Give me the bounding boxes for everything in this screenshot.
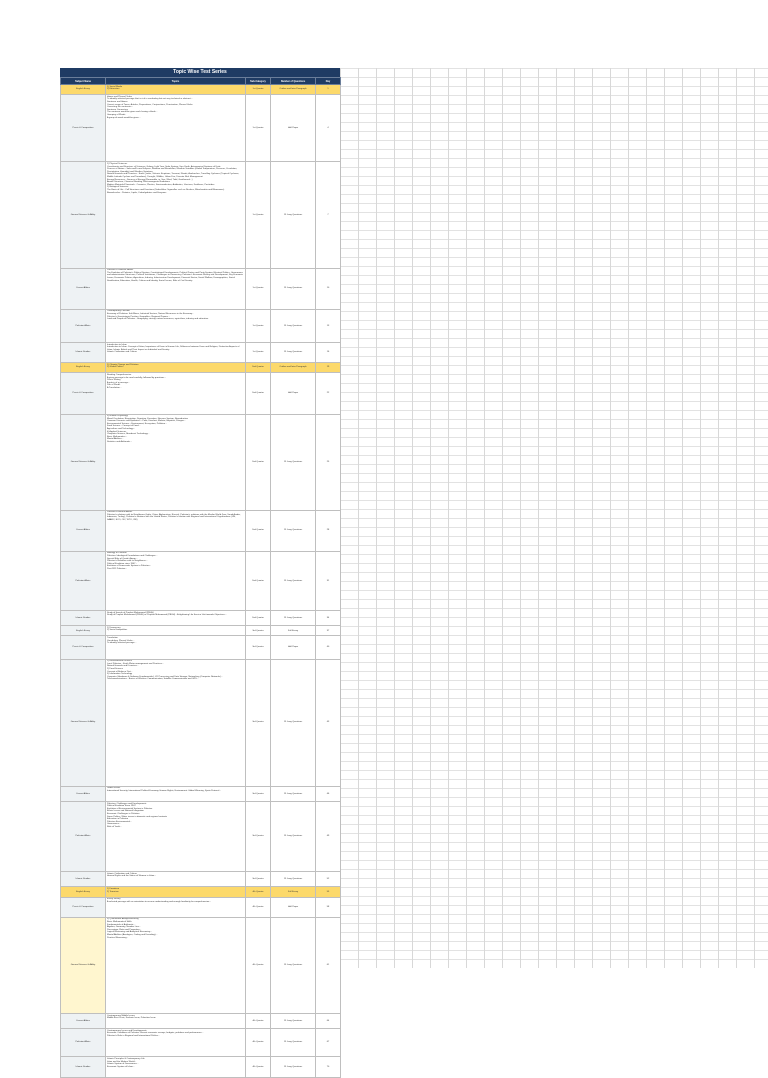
- subcategory-cell[interactable]: 1st Quarter: [246, 342, 271, 362]
- table-row: [61, 872, 341, 887]
- day-cell[interactable]: 13: [316, 309, 341, 342]
- table-header-row: [61, 78, 341, 85]
- subcategory-cell[interactable]: 2nd Quarter: [246, 551, 271, 610]
- subcategory-cell[interactable]: 1st Quarter: [246, 309, 271, 342]
- spreadsheet-grid: [340, 68, 768, 968]
- topic-sheet: [60, 68, 340, 1078]
- subcategory-cell[interactable]: 3rd Quarter: [246, 802, 271, 872]
- table-row: [61, 1029, 341, 1057]
- subject-cell[interactable]: Pakistan Affairs: [61, 551, 106, 610]
- subject-cell[interactable]: Islamic Studies: [61, 611, 106, 626]
- day-cell[interactable]: 52: [316, 872, 341, 887]
- col-header[interactable]: Topics: [106, 78, 246, 85]
- subject-cell[interactable]: English Essay: [61, 363, 106, 373]
- table-row: [61, 611, 341, 626]
- questions-cell[interactable]: Half Paper: [271, 897, 316, 917]
- questions-cell[interactable]: Outline and Intro Paragraph: [271, 85, 316, 95]
- subcategory-cell[interactable]: 1st Quarter: [246, 95, 271, 162]
- day-cell[interactable]: 19: [316, 363, 341, 373]
- questions-cell[interactable]: Full Essay: [271, 626, 316, 636]
- subject-cell[interactable]: Current Affairs: [61, 786, 106, 801]
- subject-cell[interactable]: Precis & Composition: [61, 897, 106, 917]
- day-cell[interactable]: 64: [316, 1013, 341, 1028]
- questions-cell[interactable]: 15 Long Questions: [271, 1057, 316, 1077]
- topics-cell[interactable]: Pakistan: Challenges and Developments Political Evolution Since 1947 Evolution of Environmental System in Pakistan Ethnic Issues and National Integration Economic Challenges in Pakistan Some Politics, Water issues in domestic and regional contexts Education in Pakistan Pakistan Environmental... Governance... Role of Youth...: [106, 802, 246, 872]
- topics-cell[interactable]: 3) Human Physiology Blood Circulation, Respiration, Digestion, Excretion, Nervous System, Reproduction Common Diseases and Epidemics - Polio, Diarrhea, Malaria, Hepatitis, Dengue... Environmental Science - Environment, Ecosystem, Pollution... Food Science - Concept of Food... Agriculture and Technology... 4) Applied Sciences Computer Science, Broadcast Technology... Basic Mathematics... Mental Abilities... Statistics and Arithmetic...: [106, 414, 246, 510]
- sheet-title: Topic Wise Test Series: [60, 68, 340, 77]
- day-cell[interactable]: 70: [316, 1057, 341, 1077]
- questions-cell[interactable]: 15 Long Questions: [271, 786, 316, 801]
- day-cell[interactable]: 1: [316, 85, 341, 95]
- subcategory-cell[interactable]: 3rd Quarter: [246, 626, 271, 636]
- topics-cell[interactable]: Translation Vocabulary, Phrasal Verbs... To identify selected passage...: [106, 636, 246, 659]
- col-header[interactable]: Sub-Category: [246, 78, 271, 85]
- table-row: [61, 95, 341, 162]
- subcategory-cell[interactable]: 4th Quarter: [246, 917, 271, 1013]
- subject-cell[interactable]: General Science & Ability: [61, 414, 106, 510]
- subcategory-cell[interactable]: 2nd Quarter: [246, 363, 271, 373]
- topics-cell[interactable]: Contemporary Pakistan Economy of Pakistan: Salt Mines, Industrial Sectors, Natural Resources in the Economy... Pakistan's Geostrategic Position, Geopolitics, Regional Powers... Land and People of Pakistan - Geography, society, natural resources, agriculture, industry and education: [106, 309, 246, 342]
- topics-cell[interactable]: Reading Comprehension A given passage to be read carefully, followed by questions... Precis Writing A précis of a passage... Pair of Words A Translation...: [106, 373, 246, 414]
- questions-cell[interactable]: 15 Long Questions: [271, 802, 316, 872]
- table-row: [61, 363, 341, 373]
- subject-cell[interactable]: Precis & Composition: [61, 636, 106, 659]
- topics-cell[interactable]: 1) Environmental Science Local Pakistan - Earth Water management and Practices... Natural Hazards and Disasters... 2) Food Science Concept of Balance Diet... 3) Information Technology Computer (Hardware & Software Fundamentals), I/O Processing and Data Storage, Networking (Computer Networks)... Telecommunications - Basics of Wireless Communication, Satellite Communication and GPS...: [106, 659, 246, 786]
- subject-cell[interactable]: English Essay: [61, 887, 106, 897]
- topics-cell[interactable]: Study of Seerah of Prophet Muhammad (PBUH) Study of Prophet Muhammad (PBUH) as Prophet Muhammad (PBUH) - Enlightening Life Service Unit towards Objectives...: [106, 611, 246, 626]
- topics-cell[interactable]: Ideology of Pakistan Pakistan: Ideological Foundations and Challenges... Special Role of Quaid-i-Azam... Pakistan's Relations with its Neighbours... Political Evolution since 1947... Evolution of Democratic System in Pakistan... Post-9/11 Pakistan...: [106, 551, 246, 610]
- questions-cell[interactable]: 15 Long Questions: [271, 342, 316, 362]
- subcategory-cell[interactable]: 4th Quarter: [246, 887, 271, 897]
- table-row: [61, 1057, 341, 1077]
- subject-cell[interactable]: Precis & Composition: [61, 95, 106, 162]
- subject-cell[interactable]: Pakistan Affairs: [61, 1029, 106, 1057]
- table-body: [61, 85, 341, 1078]
- day-cell[interactable]: 61: [316, 917, 341, 1013]
- questions-cell[interactable]: Half Paper: [271, 636, 316, 659]
- topics-cell[interactable]: Pakistan's Domestic Affairs The Evolution of Pakistan's Political System, Constitutional Developments, Political Parties and Party System, Electoral Politics, Governance and administrative Structures, Political Institutions, Challenges to Democracy, Pakistan's Economic History and Development, Key Economic Issues, Economic Policies, Agriculture, Industry, Infrastructure Development, Financial Sector, Social Welfare, Demographics, Social Stratification, Education, Health, Culture and Identity, Social Issues, Role of Civil Society: [106, 268, 246, 309]
- table-row: [61, 162, 341, 268]
- subject-cell[interactable]: General Science & Ability: [61, 659, 106, 786]
- table-row: [61, 659, 341, 786]
- day-cell[interactable]: 40: [316, 636, 341, 659]
- questions-cell[interactable]: 15 Long Questions: [271, 611, 316, 626]
- topics-cell[interactable]: Contemporary Issues and Developments Economic Conditions of Pakistan: Recent economic surveys, budgets, problems and performance... Pakistan's Role in Regional and International Politics...: [106, 1029, 246, 1057]
- col-header[interactable]: Day: [316, 78, 341, 85]
- subject-cell[interactable]: Precis & Composition: [61, 373, 106, 414]
- questions-cell[interactable]: 15 Long Questions: [271, 309, 316, 342]
- table-row: [61, 414, 341, 510]
- topics-cell[interactable]: Islamic Principles & Contemporary Life Islam and the Modern World... Islamic System of Governance... Economic System of Islam...: [106, 1057, 246, 1077]
- topics-cell[interactable]: Idioms and Phrasal Verbs To identify selected passage that is rich in vocabulary but not very technical or abstract... Sentence and Idioms Correct usage of Tense, Articles, Prepositions, Conjunctions, Punctuation, Phrasal Verbs Correcting the sentences... Sentence Connectors The sentence would be given each having a blank... Grouping of Words A group of words would be given...: [106, 95, 246, 162]
- topics-cell[interactable]: Pakistan's External Affairs Pakistan's relations with its Neighbours (India, China, Afghanistan, Russia), Pakistan's relations with the Muslim World (Iran, Saudi Arabia, Indonesia, Turkey), Pakistan's relations with the United States, Pakistan's relation with Regional and International Organizations (UN, SAARC, ECO, OIC, WTO, CBI): [106, 510, 246, 551]
- topics-cell[interactable]: 1) Social Media 2) Education: [106, 85, 246, 95]
- questions-cell[interactable]: 15 Long Questions: [271, 510, 316, 551]
- day-cell[interactable]: 31: [316, 551, 341, 610]
- subject-cell[interactable]: English Essay: [61, 626, 106, 636]
- subject-cell[interactable]: Current Affairs: [61, 1013, 106, 1028]
- questions-cell[interactable]: 15 Long Questions: [271, 551, 316, 610]
- subcategory-cell[interactable]: 2nd Quarter: [246, 373, 271, 414]
- day-cell[interactable]: 46: [316, 786, 341, 801]
- table-row: [61, 636, 341, 659]
- topic-table: [60, 77, 341, 1078]
- day-cell[interactable]: 55: [316, 887, 341, 897]
- table-row: [61, 85, 341, 95]
- table-row: [61, 268, 341, 309]
- subcategory-cell[interactable]: 3rd Quarter: [246, 786, 271, 801]
- subject-cell[interactable]: Pakistan Affairs: [61, 309, 106, 342]
- day-cell[interactable]: 10: [316, 268, 341, 309]
- subject-cell[interactable]: Pakistan Affairs: [61, 802, 106, 872]
- questions-cell[interactable]: 15 Long Questions: [271, 872, 316, 887]
- topics-cell[interactable]: Global Issues International Security, International Political Economy, Human Rights, Environment: Global Warming, Kyoto Protocol...: [106, 786, 246, 801]
- subject-cell[interactable]: Islamic Studies: [61, 342, 106, 362]
- questions-cell[interactable]: Full Essay: [271, 887, 316, 897]
- questions-cell[interactable]: 15 Long Questions: [271, 268, 316, 309]
- topics-cell[interactable]: 1) Democracy 2) Social Inequalities: [106, 626, 246, 636]
- subcategory-cell[interactable]: 1st Quarter: [246, 268, 271, 309]
- table-row: [61, 510, 341, 551]
- day-cell[interactable]: 37: [316, 626, 341, 636]
- subcategory-cell[interactable]: 1st Quarter: [246, 85, 271, 95]
- subject-cell[interactable]: Islamic Studies: [61, 1057, 106, 1077]
- subcategory-cell[interactable]: 2nd Quarter: [246, 414, 271, 510]
- topics-cell[interactable]: Islamic Civilization and Culture Human Rights and the Status of Woman in Islam...: [106, 872, 246, 887]
- subject-cell[interactable]: General Science & Ability: [61, 162, 106, 268]
- subcategory-cell[interactable]: 2nd Quarter: [246, 611, 271, 626]
- day-cell[interactable]: 43: [316, 659, 341, 786]
- questions-cell[interactable]: Half Paper: [271, 95, 316, 162]
- day-cell[interactable]: 58: [316, 897, 341, 917]
- table-row: [61, 1013, 341, 1028]
- day-cell[interactable]: 16: [316, 342, 341, 362]
- subcategory-cell[interactable]: 1st Quarter: [246, 162, 271, 268]
- topics-cell[interactable]: 1) Feminism 2) Terrorism: [106, 887, 246, 897]
- table-row: [61, 802, 341, 872]
- subcategory-cell[interactable]: 4th Quarter: [246, 1057, 271, 1077]
- subcategory-cell[interactable]: 3rd Quarter: [246, 659, 271, 786]
- table-row: [61, 626, 341, 636]
- day-cell[interactable]: 34: [316, 611, 341, 626]
- day-cell[interactable]: 4: [316, 95, 341, 162]
- table-row: [61, 917, 341, 1013]
- table-row: [61, 551, 341, 610]
- day-cell[interactable]: 67: [316, 1029, 341, 1057]
- subcategory-cell[interactable]: 4th Quarter: [246, 1013, 271, 1028]
- questions-cell[interactable]: 15 Long Questions: [271, 1029, 316, 1057]
- topics-cell[interactable]: Contemporary Middle Issues Middle East Crisis, Kashmir Issue, Palestine Issue: [106, 1013, 246, 1028]
- table-row: [61, 897, 341, 917]
- col-header[interactable]: Subject Name: [61, 78, 106, 85]
- topics-cell[interactable]: 1) Climate Change and Pakistan 2) Global Politics: [106, 363, 246, 373]
- subject-cell[interactable]: Current Affairs: [61, 268, 106, 309]
- subcategory-cell[interactable]: 4th Quarter: [246, 897, 271, 917]
- subject-cell[interactable]: Islamic Studies: [61, 872, 106, 887]
- table-row: [61, 786, 341, 801]
- day-cell[interactable]: 49: [316, 802, 341, 872]
- questions-cell[interactable]: 15 Long Questions: [271, 162, 316, 268]
- table-row: [61, 342, 341, 362]
- questions-cell[interactable]: 15 Long Questions: [271, 659, 316, 786]
- subject-cell[interactable]: English Essay: [61, 85, 106, 95]
- table-row: [61, 309, 341, 342]
- questions-cell[interactable]: 15 Long Questions: [271, 1013, 316, 1028]
- questions-cell[interactable]: 15 Long Questions: [271, 917, 316, 1013]
- subcategory-cell[interactable]: 2nd Quarter: [246, 510, 271, 551]
- questions-cell[interactable]: Half Paper: [271, 373, 316, 414]
- day-cell[interactable]: 25: [316, 414, 341, 510]
- topics-cell[interactable]: Essay Writing A selected passage with an orientation to ensure understanding and enough familiarity for comprehension...: [106, 897, 246, 917]
- subcategory-cell[interactable]: 3rd Quarter: [246, 636, 271, 659]
- col-header[interactable]: Number of Questions: [271, 78, 316, 85]
- day-cell[interactable]: 7: [316, 162, 341, 268]
- table-row: [61, 373, 341, 414]
- subject-cell[interactable]: General Science & Ability: [61, 917, 106, 1013]
- day-cell[interactable]: 22: [316, 373, 341, 414]
- questions-cell[interactable]: Outline and Intro Paragraph: [271, 363, 316, 373]
- day-cell[interactable]: 28: [316, 510, 341, 551]
- subcategory-cell[interactable]: 3rd Quarter: [246, 872, 271, 887]
- topics-cell[interactable]: 5) Quantitative Ability/Reasoning Basic Mathematical Skills Fundamentals of Arithmetic... Algebra, Geometry, Number Line... Percentage, Ratio and Proportion... Logical Reasoning and Analytical Reasoning... Mental Abilities (Analogies, Coding and Decoding)... Practical Reasoning...: [106, 917, 246, 1013]
- questions-cell[interactable]: 15 Long Questions: [271, 414, 316, 510]
- table-row: [61, 887, 341, 897]
- topics-cell[interactable]: Introduction to Islam Introduction to Islam: Concept of Islam, Importance of Deen in Human Life, Difference between Deen and Religion, Distinctive Aspects of Islam, Islamic Beliefs and Their Impact on Individual and Society Islamic Civilization and Culture: [106, 342, 246, 362]
- topics-cell[interactable]: 1) Physical Sciences Constituents and Structure: a) Universe, Galaxy, Light Year, Solar System, Sun, Earth, Astronomical Systems of Units Process of Nature - Solar and Lunar Eclipses, Rotation and Revolution, Weather Variables (Global Temperature, Pressure, Circulation, Precipitation, Humidity) and Weather Variations Natural Hazards and Disasters - Earth Quake, Volcanic Eruptions, Tsunami, Floods, Avalanches, Travelling Cyclones (Tropical Cyclones, Middle Latitude Cyclone and Tornadoes), Drought, Wildfire, Urban Fire, Disaster Risk Management Energy Resources - Sources of Energy (Renewable i.e. Sun, Wind, Tidal, Geothermal...) Atomic Structure, Chemical Bonding, Electromagnetic Radiations Modern Materials/Chemicals - Ceramics, Plastics, Semiconductors, Antibiotics, Vaccines, Fertilizers, Pesticides 2) Biological Sciences The Basis of Life - Cell Structures and Functions (Subcellular Organelles such as Nucleus, Mitochondria and Ribosomes) Biomolecules - Proteins, Lipids, Carbohydrates and Enzymes: [106, 162, 246, 268]
- subcategory-cell[interactable]: 4th Quarter: [246, 1029, 271, 1057]
- subject-cell[interactable]: Current Affairs: [61, 510, 106, 551]
